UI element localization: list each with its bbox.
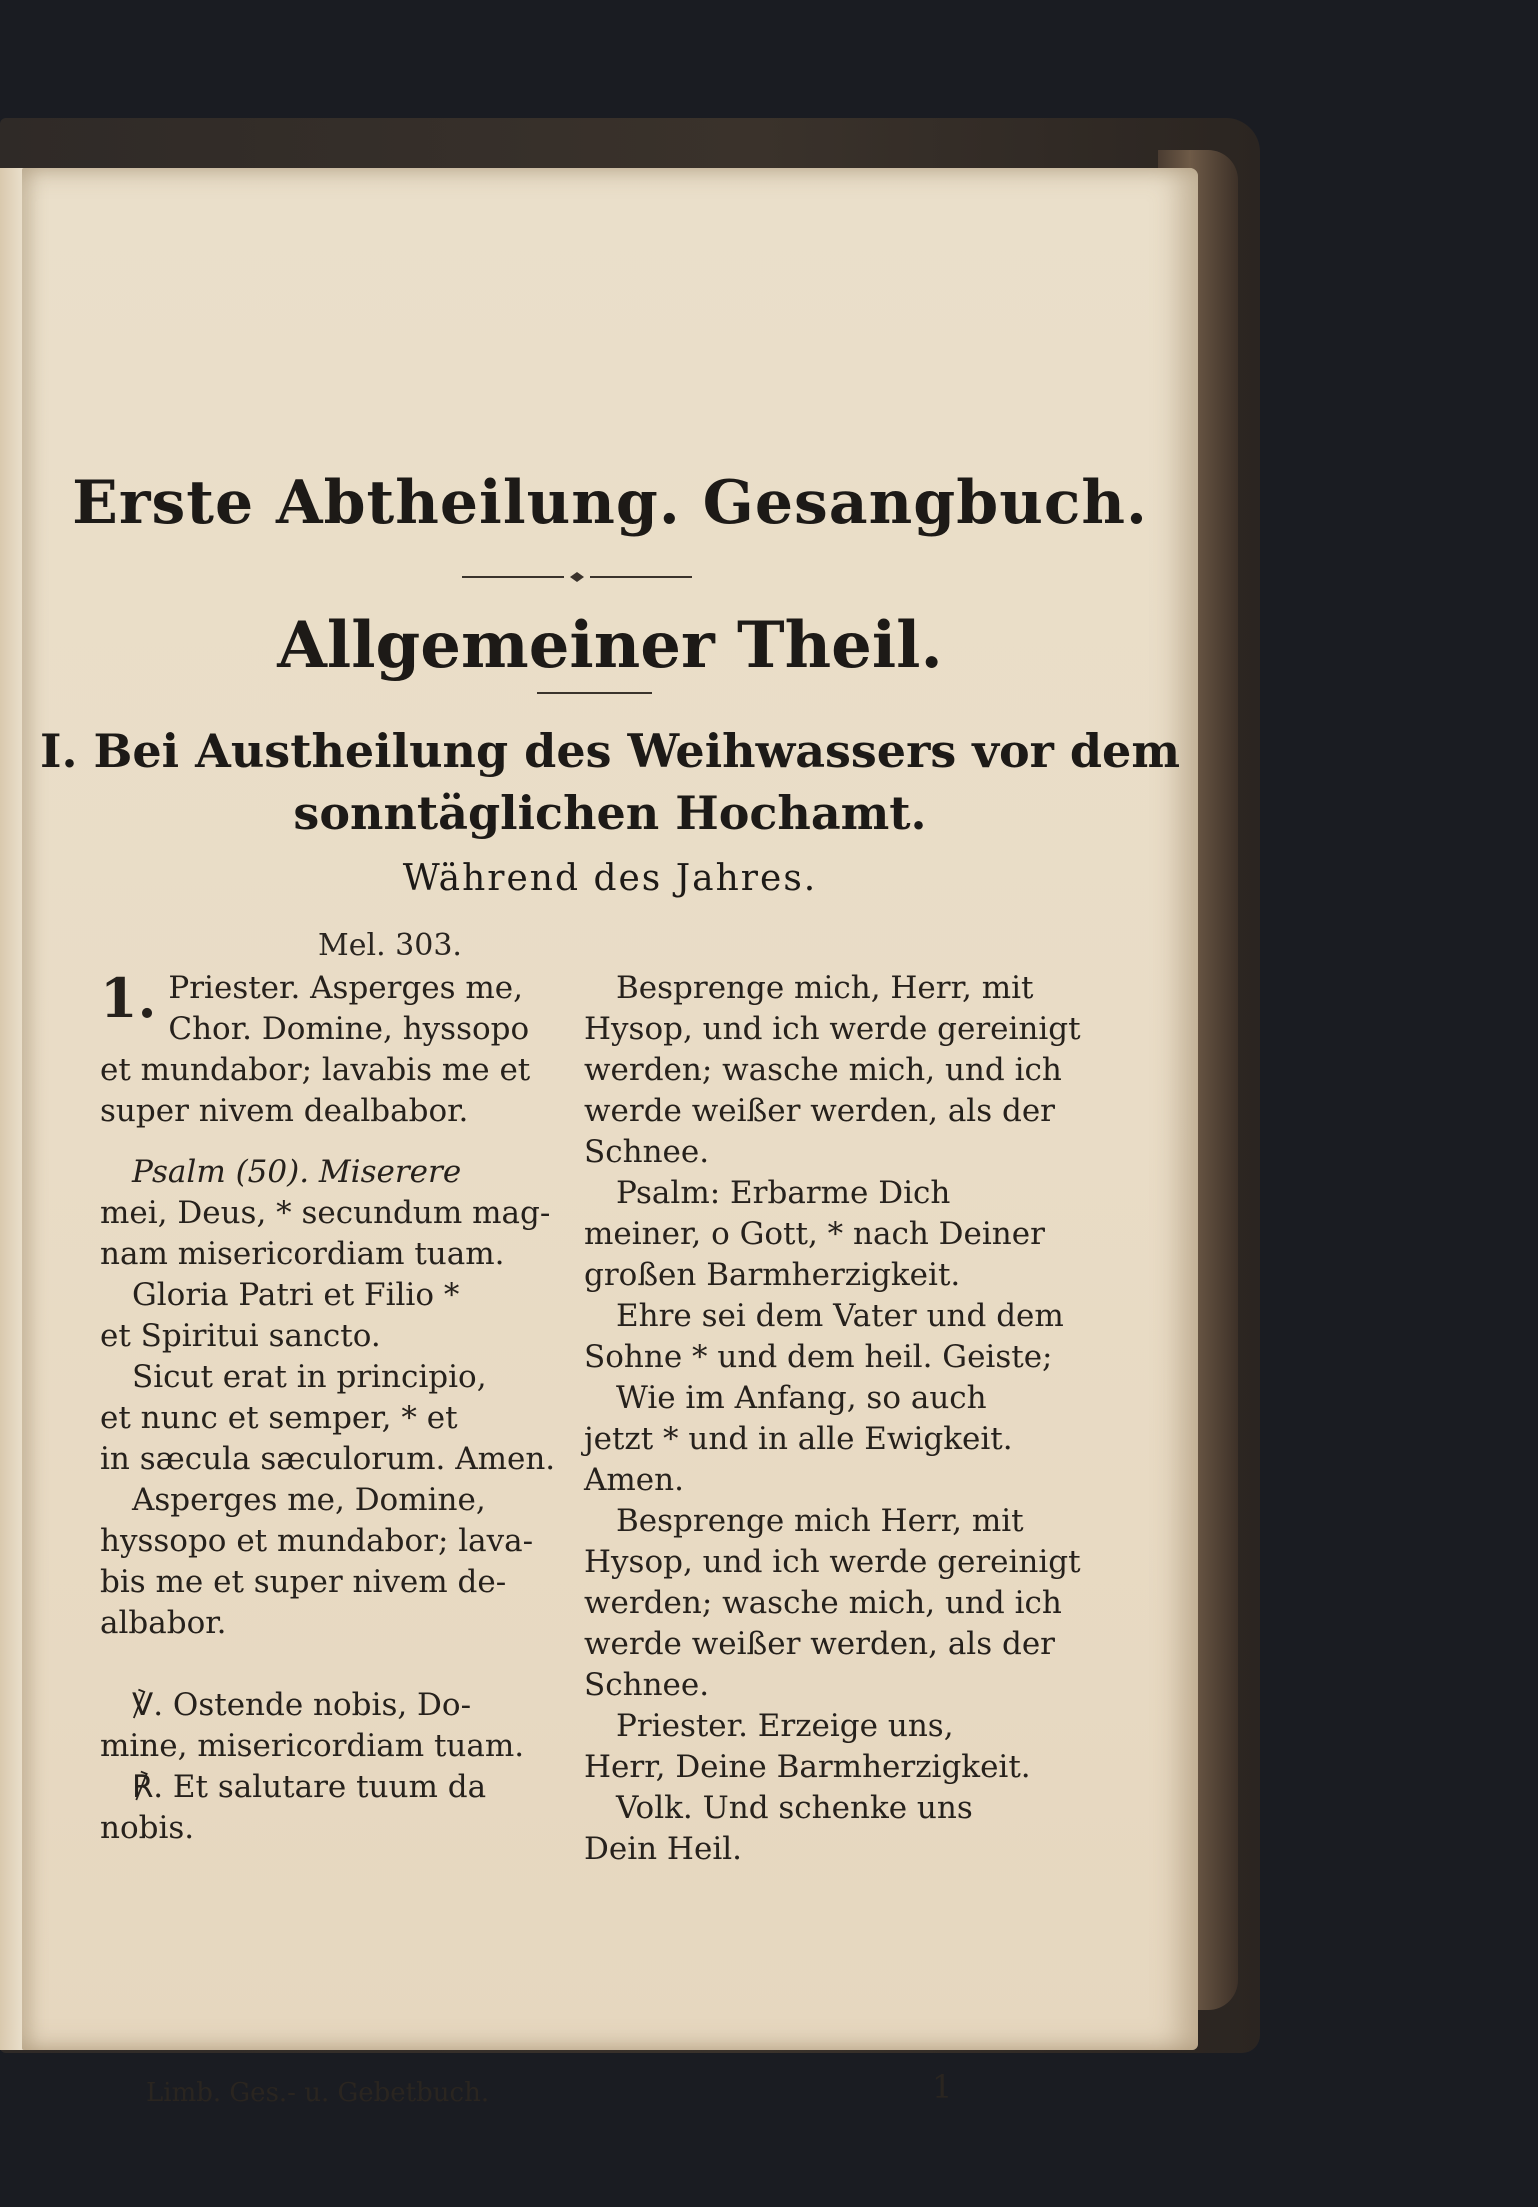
german-column (584, 968, 1087, 1870)
subtitle: Während des Jahres. (402, 858, 818, 899)
latin-line: mei, Deus, * secundum mag- (100, 1195, 551, 1231)
latin-line: mine, misericordiam tuam. (100, 1728, 525, 1764)
section-rule (537, 692, 652, 694)
latin-line: ℣. Ostende nobis, Do- (132, 1687, 472, 1723)
part-title: Erste Abtheilung. Gesangbuch. (72, 468, 1148, 538)
latin-line: nam misericordiam tuam. (100, 1236, 505, 1272)
chapter-title-line-2: sonntäglichen Hochamt. (293, 786, 927, 840)
latin-line: Priester. Asperges me, (168, 970, 523, 1006)
latin-line: hyssopo et mundabor; lava- (100, 1523, 534, 1559)
latin-line: Chor. Domine, hyssopo (168, 1011, 530, 1047)
latin-line: et Spiritui sancto. (100, 1318, 381, 1354)
german-line: Besprenge mich, Herr, mit (616, 970, 1034, 1006)
book-page (22, 168, 1198, 2108)
latin-column (100, 968, 580, 1849)
latin-line: in sæcula sæculorum. Amen. (100, 1441, 556, 1477)
german-line: werden; wasche mich, und ich (584, 1585, 1062, 1621)
german-line: Sohne * und dem heil. Geiste; (584, 1339, 1053, 1375)
german-line: Amen. (584, 1462, 684, 1498)
chapter-title-line-1: I. Bei Austheilung des Weihwassers vor dem (39, 724, 1180, 778)
german-line: werden; wasche mich, und ich (584, 1052, 1062, 1088)
german-line: werde weißer werden, als der (584, 1093, 1055, 1129)
melody-reference: Mel. 303. (318, 928, 462, 963)
german-line: meiner, o Gott, * nach Deiner (584, 1216, 1045, 1252)
german-line: Wie im Anfang, so auch (616, 1380, 987, 1416)
german-line: Dein Heil. (584, 1831, 742, 1867)
section-title: Allgemeiner Theil. (277, 608, 943, 683)
german-line: Priester. Erzeige uns, (616, 1708, 954, 1744)
latin-line: et nunc et semper, * et (100, 1400, 458, 1436)
latin-line: nobis. (100, 1810, 195, 1846)
latin-line: et mundabor; lavabis me et (100, 1052, 531, 1088)
german-line: Schnee. (584, 1667, 710, 1703)
page-number: 1 (932, 2068, 953, 2106)
german-line: Herr, Deine Barmherzigkeit. (584, 1749, 1031, 1785)
latin-line: Gloria Patri et Filio * (132, 1277, 460, 1313)
latin-line: Sicut erat in principio, (132, 1359, 487, 1395)
german-line: Hysop, und ich werde gereinigt (584, 1011, 1081, 1047)
latin-line: albabor. (100, 1605, 227, 1641)
latin-line: Psalm (50). Miserere (132, 1154, 462, 1190)
verse-number: 1. (100, 966, 157, 1030)
latin-line: bis me et super nivem de- (100, 1564, 507, 1600)
german-line: Hysop, und ich werde gereinigt (584, 1544, 1081, 1580)
german-line: großen Barmherzigkeit. (584, 1257, 961, 1293)
german-line: Ehre sei dem Vater und dem (616, 1298, 1064, 1334)
chapter-title (22, 720, 1198, 844)
german-line: Volk. Und schenke uns (616, 1790, 973, 1826)
german-line: Besprenge mich Herr, mit (616, 1503, 1024, 1539)
latin-line: super nivem dealbabor. (100, 1093, 469, 1129)
latin-line: ℟. Et salutare tuum da (132, 1769, 487, 1805)
signature-mark: Limb. Ges.- u. Gebetbuch. (146, 2078, 490, 2108)
latin-line: Asperges me, Domine, (132, 1482, 486, 1518)
ornament-divider (462, 570, 692, 584)
german-line: jetzt * und in alle Ewigkeit. (584, 1421, 1013, 1457)
german-line: Schnee. (584, 1134, 710, 1170)
german-line: Psalm: Erbarme Dich (616, 1175, 951, 1211)
german-line: werde weißer werden, als der (584, 1626, 1055, 1662)
